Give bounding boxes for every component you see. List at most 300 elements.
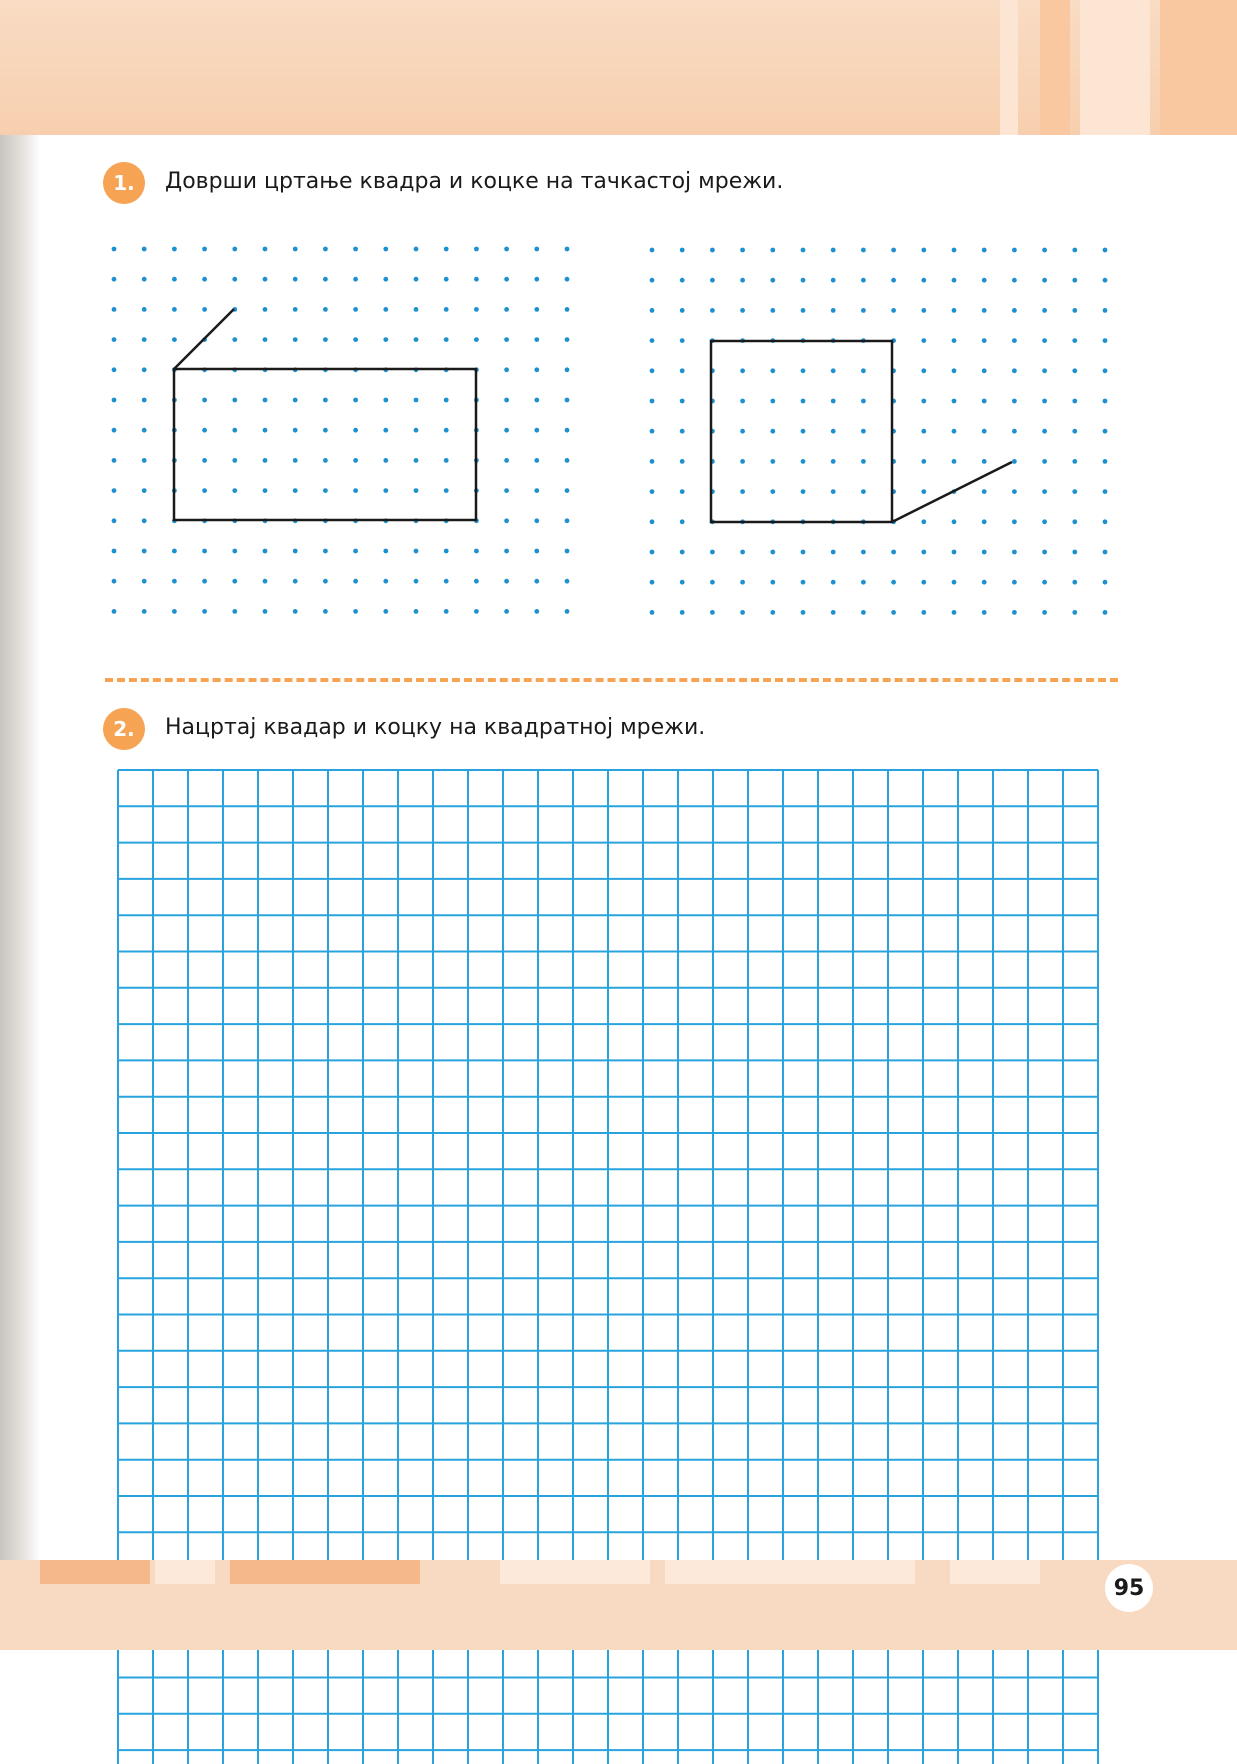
grid-dot bbox=[504, 277, 509, 282]
grid-dot bbox=[293, 609, 298, 614]
grid-dot bbox=[323, 247, 328, 252]
grid-dot bbox=[710, 278, 715, 283]
grid-dot bbox=[650, 338, 655, 343]
dot-grid-right bbox=[640, 240, 1120, 630]
grid-dot bbox=[474, 549, 479, 554]
grid-dot bbox=[1103, 278, 1108, 283]
grid-dot bbox=[172, 337, 177, 342]
grid-dot bbox=[474, 277, 479, 282]
grid-dot bbox=[534, 277, 539, 282]
grid-dot bbox=[263, 277, 268, 282]
grid-dot bbox=[263, 337, 268, 342]
grid-dot bbox=[650, 459, 655, 464]
grid-dot bbox=[1042, 308, 1047, 313]
grid-dot bbox=[565, 518, 570, 523]
grid-dot bbox=[504, 518, 509, 523]
grid-dot bbox=[142, 398, 147, 403]
grid-dot bbox=[293, 549, 298, 554]
grid-dot bbox=[172, 579, 177, 584]
grid-dot bbox=[504, 549, 509, 554]
grid-dot bbox=[982, 580, 987, 585]
grid-dot bbox=[1042, 368, 1047, 373]
grid-dot bbox=[323, 398, 328, 403]
grid-dot bbox=[142, 367, 147, 372]
grid-dot bbox=[952, 519, 957, 524]
grid-dot bbox=[770, 308, 775, 313]
grid-dot bbox=[650, 580, 655, 585]
grid-dot bbox=[831, 308, 836, 313]
grid-dot bbox=[565, 337, 570, 342]
grid-dot bbox=[534, 609, 539, 614]
grid-dot bbox=[383, 337, 388, 342]
grid-dot bbox=[353, 549, 358, 554]
grid-dot bbox=[142, 549, 147, 554]
grid-dot bbox=[952, 580, 957, 585]
grid-dot bbox=[142, 458, 147, 463]
grid-dot bbox=[982, 338, 987, 343]
grid-dot bbox=[921, 308, 926, 313]
grid-dot bbox=[444, 337, 449, 342]
grid-dot bbox=[202, 428, 207, 433]
grid-dot bbox=[982, 308, 987, 313]
grid-dot bbox=[383, 579, 388, 584]
grid-dot bbox=[534, 488, 539, 493]
grid-dot bbox=[952, 368, 957, 373]
grid-dot bbox=[474, 337, 479, 342]
grid-dot bbox=[565, 247, 570, 252]
grid-dot bbox=[831, 399, 836, 404]
grid-dot bbox=[383, 307, 388, 312]
cube-depth-edge bbox=[892, 462, 1012, 522]
grid-dot bbox=[232, 428, 237, 433]
grid-dot bbox=[142, 609, 147, 614]
grid-dot bbox=[534, 579, 539, 584]
grid-dot bbox=[232, 398, 237, 403]
grid-dot bbox=[921, 429, 926, 434]
grid-dot bbox=[861, 459, 866, 464]
grid-dot bbox=[353, 398, 358, 403]
grid-dot bbox=[1042, 248, 1047, 253]
grid-dot bbox=[921, 399, 926, 404]
grid-dot bbox=[1042, 429, 1047, 434]
grid-dot bbox=[444, 579, 449, 584]
grid-dot bbox=[263, 428, 268, 433]
grid-dot bbox=[1042, 489, 1047, 494]
grid-dot bbox=[232, 488, 237, 493]
grid-dot bbox=[861, 248, 866, 253]
grid-dot bbox=[982, 399, 987, 404]
grid-dot bbox=[770, 610, 775, 615]
grid-dot bbox=[263, 609, 268, 614]
grid-dot bbox=[534, 337, 539, 342]
grid-dot bbox=[414, 428, 419, 433]
grid-dot bbox=[172, 277, 177, 282]
task-1-badge: 1. bbox=[103, 162, 145, 204]
grid-dot bbox=[353, 488, 358, 493]
grid-dot bbox=[1012, 550, 1017, 555]
grid-dot bbox=[202, 609, 207, 614]
grid-dot bbox=[740, 429, 745, 434]
grid-dot bbox=[770, 489, 775, 494]
grid-dot bbox=[1012, 248, 1017, 253]
grid-dot bbox=[952, 308, 957, 313]
grid-dot bbox=[444, 609, 449, 614]
grid-dot bbox=[172, 247, 177, 252]
grid-dot bbox=[650, 489, 655, 494]
task-2-instruction: Нацртај квадар и коцку на квадратној мрежи. bbox=[165, 715, 706, 740]
footer-band bbox=[0, 1560, 1237, 1650]
grid-dot bbox=[444, 307, 449, 312]
grid-dot bbox=[1103, 550, 1108, 555]
grid-dot bbox=[172, 609, 177, 614]
grid-dot bbox=[952, 610, 957, 615]
grid-dot bbox=[565, 367, 570, 372]
grid-dot bbox=[565, 398, 570, 403]
grid-dot bbox=[142, 579, 147, 584]
grid-dot bbox=[650, 519, 655, 524]
grid-dot bbox=[680, 429, 685, 434]
grid-dot bbox=[232, 247, 237, 252]
grid-dot bbox=[444, 488, 449, 493]
grid-dot bbox=[565, 307, 570, 312]
grid-dot bbox=[921, 248, 926, 253]
grid-dot bbox=[1042, 519, 1047, 524]
grid-dot bbox=[504, 428, 509, 433]
grid-dot bbox=[861, 399, 866, 404]
grid-dot bbox=[534, 307, 539, 312]
page-number: 95 bbox=[1105, 1564, 1153, 1612]
grid-dot bbox=[1012, 459, 1017, 464]
grid-dot bbox=[172, 307, 177, 312]
grid-dot bbox=[383, 247, 388, 252]
grid-dot bbox=[293, 458, 298, 463]
grid-dot bbox=[263, 488, 268, 493]
grid-dot bbox=[801, 550, 806, 555]
grid-dot bbox=[861, 580, 866, 585]
dots bbox=[650, 248, 1108, 615]
grid-dot bbox=[982, 610, 987, 615]
grid-dot bbox=[504, 398, 509, 403]
grid-dot bbox=[444, 277, 449, 282]
grid-dot bbox=[921, 550, 926, 555]
grid-dot bbox=[323, 277, 328, 282]
grid-dot bbox=[650, 399, 655, 404]
grid-dot bbox=[1042, 338, 1047, 343]
grid-dot bbox=[1042, 278, 1047, 283]
grid-dot bbox=[504, 579, 509, 584]
grid-dot bbox=[1072, 368, 1077, 373]
grid-dot bbox=[293, 398, 298, 403]
grid-dot bbox=[383, 398, 388, 403]
grid-dot bbox=[1103, 308, 1108, 313]
grid-dot bbox=[650, 308, 655, 313]
grid-dot bbox=[112, 307, 117, 312]
grid-dot bbox=[710, 550, 715, 555]
grid-dot bbox=[831, 278, 836, 283]
grid-dot bbox=[504, 609, 509, 614]
grid-dot bbox=[710, 610, 715, 615]
grid-dot bbox=[353, 247, 358, 252]
grid-dot bbox=[1072, 519, 1077, 524]
grid-dot bbox=[891, 550, 896, 555]
grid-dot bbox=[680, 248, 685, 253]
grid-dot bbox=[1042, 459, 1047, 464]
grid-dot bbox=[740, 248, 745, 253]
grid-dot bbox=[293, 247, 298, 252]
grid-dot bbox=[112, 247, 117, 252]
grid-dot bbox=[323, 488, 328, 493]
grid-dot bbox=[770, 368, 775, 373]
page-binding-shadow bbox=[0, 135, 40, 1560]
grid-dot bbox=[710, 580, 715, 585]
grid-dot bbox=[680, 368, 685, 373]
grid-dot bbox=[740, 308, 745, 313]
grid-dot bbox=[1072, 278, 1077, 283]
grid-dot bbox=[534, 458, 539, 463]
grid-dot bbox=[1012, 368, 1017, 373]
grid-dot bbox=[323, 579, 328, 584]
grid-dot bbox=[444, 549, 449, 554]
grid-dot bbox=[142, 488, 147, 493]
grid-dot bbox=[831, 459, 836, 464]
grid-dot bbox=[112, 579, 117, 584]
grid-dot bbox=[921, 368, 926, 373]
grid-dot bbox=[952, 429, 957, 434]
grid-dot bbox=[414, 277, 419, 282]
grid-dot bbox=[202, 458, 207, 463]
grid-dot bbox=[891, 248, 896, 253]
grid-dot bbox=[565, 579, 570, 584]
grid-dot bbox=[202, 579, 207, 584]
grid-dot bbox=[323, 458, 328, 463]
grid-dot bbox=[202, 307, 207, 312]
grid-dot bbox=[263, 398, 268, 403]
grid-dot bbox=[383, 277, 388, 282]
grid-dot bbox=[680, 308, 685, 313]
grid-dot bbox=[263, 579, 268, 584]
grid-dot bbox=[414, 307, 419, 312]
grid-dot bbox=[1072, 308, 1077, 313]
grid-dot bbox=[504, 247, 509, 252]
grid-dot bbox=[414, 247, 419, 252]
grid-dot bbox=[534, 247, 539, 252]
grid-dot bbox=[414, 488, 419, 493]
grid-dot bbox=[1012, 399, 1017, 404]
grid-dot bbox=[740, 278, 745, 283]
grid-dot bbox=[680, 399, 685, 404]
dot-grid-left bbox=[100, 235, 580, 625]
grid-dot bbox=[861, 429, 866, 434]
grid-dot bbox=[534, 398, 539, 403]
grid-dot bbox=[740, 580, 745, 585]
grid-dot bbox=[112, 428, 117, 433]
grid-dot bbox=[1012, 489, 1017, 494]
grid-dot bbox=[1103, 338, 1108, 343]
cuboid-front-face bbox=[174, 369, 476, 520]
grid-dot bbox=[1072, 399, 1077, 404]
grid-dot bbox=[232, 277, 237, 282]
grid-dot bbox=[414, 398, 419, 403]
grid-dot bbox=[982, 429, 987, 434]
grid-dot bbox=[142, 428, 147, 433]
grid-dot bbox=[770, 580, 775, 585]
grid-dot bbox=[740, 368, 745, 373]
grid-dot bbox=[952, 550, 957, 555]
grid-dot bbox=[982, 278, 987, 283]
grid-dot bbox=[831, 248, 836, 253]
grid-dot bbox=[1072, 580, 1077, 585]
grid-dot bbox=[680, 610, 685, 615]
grid-dot bbox=[740, 489, 745, 494]
grid-dot bbox=[982, 368, 987, 373]
grid-dot bbox=[383, 458, 388, 463]
grid-dot bbox=[770, 248, 775, 253]
grid-dot bbox=[1042, 399, 1047, 404]
section-divider bbox=[105, 678, 1118, 682]
grid-dot bbox=[414, 549, 419, 554]
grid-dot bbox=[861, 368, 866, 373]
grid-dot bbox=[770, 399, 775, 404]
grid-dot bbox=[1072, 459, 1077, 464]
grid-dot bbox=[650, 610, 655, 615]
grid-dot bbox=[142, 307, 147, 312]
grid-dot bbox=[1072, 610, 1077, 615]
grid-dot bbox=[263, 247, 268, 252]
header-band bbox=[0, 0, 1237, 135]
grid-dot bbox=[414, 337, 419, 342]
grid-dot bbox=[740, 610, 745, 615]
grid-dot bbox=[202, 247, 207, 252]
grid-dot bbox=[921, 519, 926, 524]
grid-dot bbox=[323, 549, 328, 554]
grid-dot bbox=[293, 579, 298, 584]
grid-dot bbox=[565, 428, 570, 433]
grid-dot bbox=[1072, 429, 1077, 434]
grid-dot bbox=[112, 549, 117, 554]
grid-dot bbox=[1042, 550, 1047, 555]
grid-dot bbox=[414, 609, 419, 614]
grid-dot bbox=[474, 307, 479, 312]
grid-dot bbox=[263, 549, 268, 554]
grid-dot bbox=[112, 367, 117, 372]
grid-dot bbox=[891, 610, 896, 615]
grid-dot bbox=[831, 550, 836, 555]
grid-dot bbox=[952, 248, 957, 253]
grid-dot bbox=[534, 367, 539, 372]
grid-dot bbox=[801, 580, 806, 585]
grid-dot bbox=[383, 609, 388, 614]
grid-dot bbox=[952, 278, 957, 283]
grid-dot bbox=[801, 368, 806, 373]
grid-dot bbox=[770, 459, 775, 464]
grid-dot bbox=[1103, 519, 1108, 524]
grid-dot bbox=[801, 489, 806, 494]
grid-dot bbox=[444, 428, 449, 433]
grid-dot bbox=[861, 278, 866, 283]
grid-dot bbox=[921, 278, 926, 283]
grid-dot bbox=[680, 550, 685, 555]
grid-dot bbox=[202, 549, 207, 554]
grid-dot bbox=[202, 277, 207, 282]
grid-dot bbox=[831, 489, 836, 494]
grid-dot bbox=[650, 368, 655, 373]
grid-dot bbox=[323, 428, 328, 433]
grid-dot bbox=[1012, 580, 1017, 585]
grid-dot bbox=[534, 518, 539, 523]
grid-dot bbox=[710, 308, 715, 313]
grid-dot bbox=[831, 580, 836, 585]
grid-dot bbox=[982, 248, 987, 253]
grid-dot bbox=[952, 338, 957, 343]
grid-dot bbox=[982, 519, 987, 524]
grid-dot bbox=[353, 337, 358, 342]
grid-dot bbox=[444, 398, 449, 403]
grid-dot bbox=[1012, 308, 1017, 313]
grid-dot bbox=[534, 428, 539, 433]
grid-dot bbox=[112, 337, 117, 342]
grid-dot bbox=[142, 518, 147, 523]
grid-dot bbox=[1103, 399, 1108, 404]
grid-dot bbox=[293, 488, 298, 493]
grid-dot bbox=[232, 337, 237, 342]
cuboid-depth-edge bbox=[174, 309, 234, 369]
grid-dot bbox=[680, 519, 685, 524]
grid-dot bbox=[861, 489, 866, 494]
grid-dot bbox=[112, 277, 117, 282]
grid-dot bbox=[831, 368, 836, 373]
grid-dot bbox=[801, 610, 806, 615]
grid-dot bbox=[1103, 248, 1108, 253]
grid-dot bbox=[565, 609, 570, 614]
grid-dot bbox=[861, 308, 866, 313]
grid-dot bbox=[650, 429, 655, 434]
grid-dot bbox=[1012, 610, 1017, 615]
grid-dot bbox=[1012, 429, 1017, 434]
grid-dot bbox=[353, 277, 358, 282]
grid-dot bbox=[142, 337, 147, 342]
grid-dot bbox=[353, 609, 358, 614]
grid-dot bbox=[891, 580, 896, 585]
grid-dot bbox=[232, 609, 237, 614]
grid-dot bbox=[202, 488, 207, 493]
task-2-badge: 2. bbox=[103, 708, 145, 750]
grid-dot bbox=[323, 609, 328, 614]
grid-dot bbox=[740, 550, 745, 555]
grid-dot bbox=[650, 248, 655, 253]
grid-dot bbox=[801, 248, 806, 253]
grid-dot bbox=[383, 549, 388, 554]
grid-dot bbox=[680, 580, 685, 585]
grid-dot bbox=[293, 337, 298, 342]
task-1-instruction: Доврши цртање квадра и коцке на тачкастој мрежи. bbox=[165, 169, 784, 194]
grid-dot bbox=[921, 580, 926, 585]
grid-dot bbox=[293, 277, 298, 282]
grid-dot bbox=[1103, 489, 1108, 494]
grid-dot bbox=[353, 428, 358, 433]
grid-dot bbox=[474, 247, 479, 252]
grid-dot bbox=[565, 549, 570, 554]
grid-dot bbox=[504, 488, 509, 493]
grid-dot bbox=[861, 610, 866, 615]
grid-dot bbox=[650, 278, 655, 283]
grid-dot bbox=[383, 428, 388, 433]
grid-dot bbox=[740, 459, 745, 464]
grid-dot bbox=[982, 550, 987, 555]
grid-dot bbox=[112, 398, 117, 403]
grid-dot bbox=[565, 488, 570, 493]
grid-dot bbox=[232, 458, 237, 463]
grid-dot bbox=[1042, 580, 1047, 585]
